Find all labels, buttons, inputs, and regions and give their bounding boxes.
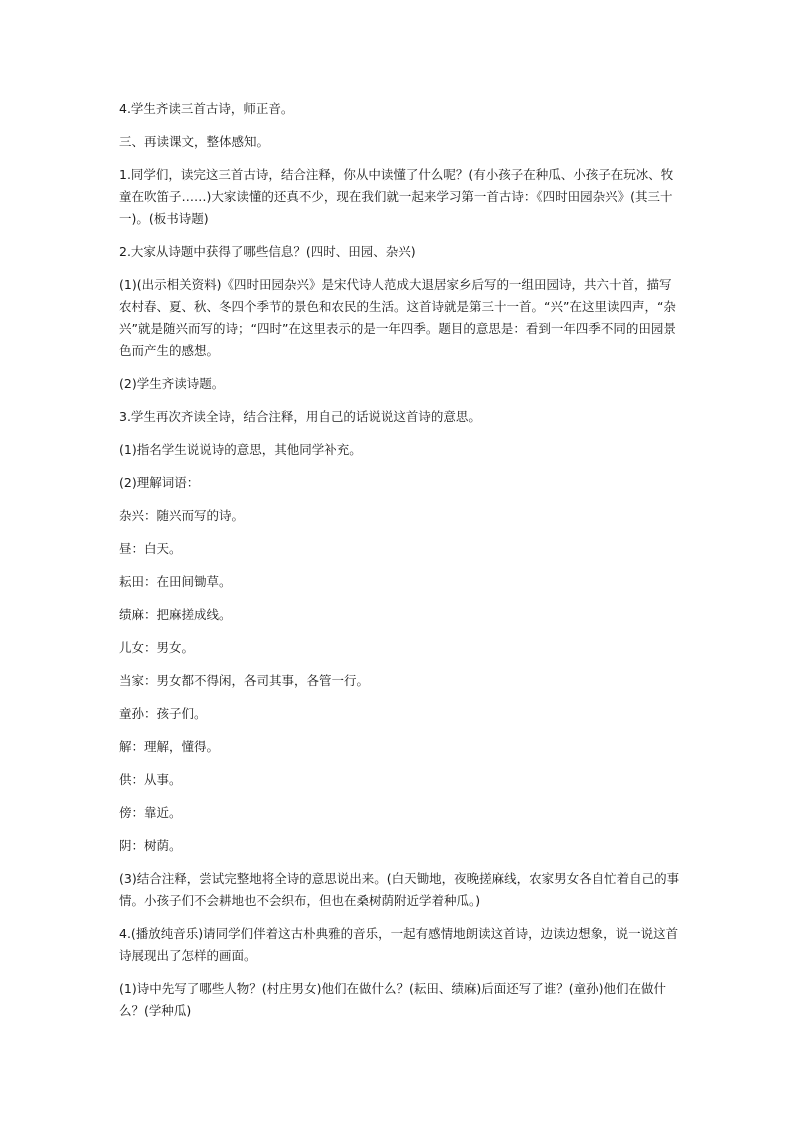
paragraph-background-info: (1)(出示相关资料)《四时田园杂兴》是宋代诗人范成大退居家乡后写的一组田园诗，共六十首，描写农村春、夏、秋、冬四个季节的景色和农民的生活。这首诗就是第三十一首。“兴”在这里读四声，“杂兴”就是随兴而写的诗；“四时”在这里表示的是一年四季。题目的意思是：看到一年四季不同的田园景色而产生的感想。	[119, 277, 676, 358]
vocab-item: 阴：树荫。	[119, 838, 182, 853]
vocab-item: 解：理解，懂得。	[119, 739, 220, 754]
paragraph-step-4: 4.(播放纯音乐)请同学们伴着这古朴典雅的音乐，一起有感情地朗读这首诗，边读边想象，说一说这首诗展现出了怎样的画面。	[119, 926, 679, 963]
paragraph-characters-question: (1)诗中先写了哪些人物？(村庄男女)他们在做什么？(耘田、绩麻)后面还写了谁？(童孙)他们在做什么？(学种瓜)	[119, 981, 666, 1018]
vocab-item: 绩麻：把麻搓成线。	[119, 607, 232, 622]
document-body	[119, 98, 681, 1033]
paragraph-vocab-heading: (2)理解词语：	[119, 475, 200, 490]
section-heading-reread: 三、再读课文，整体感知。	[119, 134, 270, 149]
vocab-item: 童孙：孩子们。	[119, 706, 207, 721]
paragraph-explain-meaning: (1)指名学生说说诗的意思，其他同学补充。	[119, 442, 362, 457]
vocab-item: 耘田：在田间锄草。	[119, 574, 232, 589]
paragraph-step-3: 3.学生再次齐读全诗，结合注释，用自己的话说说这首诗的意思。	[119, 409, 481, 424]
vocab-item: 当家：男女都不得闲，各司其事，各管一行。	[119, 673, 370, 688]
vocab-item: 昼：白天。	[119, 541, 182, 556]
paragraph-step-1: 1.同学们，读完这三首古诗，结合注释，你从中读懂了什么呢？(有小孩子在种瓜、小孩子在玩冰、牧童在吹笛子……)大家读懂的还真不少，现在我们就一起来学习第一首古诗：《四时田园杂兴》(其三十一)。(板书诗题)	[119, 167, 674, 226]
paragraph-step-2: 2.大家从诗题中获得了哪些信息？(四时、田园、杂兴)	[119, 244, 416, 259]
vocab-item: 傍：靠近。	[119, 805, 182, 820]
vocab-item: 杂兴：随兴而写的诗。	[119, 508, 245, 523]
paragraph-full-meaning: (3)结合注释，尝试完整地将全诗的意思说出来。(白天锄地，夜晚搓麻线，农家男女各自忙着自己的事情。小孩子们不会耕地也不会织布，但也在桑树荫附近学着种瓜。)	[119, 871, 680, 908]
vocab-item: 儿女：男女。	[119, 640, 195, 655]
paragraph-read-poems: 4.学生齐读三首古诗，师正音。	[119, 101, 294, 116]
paragraph-read-title: (2)学生齐读诗题。	[119, 376, 225, 391]
vocab-item: 供：从事。	[119, 772, 182, 787]
